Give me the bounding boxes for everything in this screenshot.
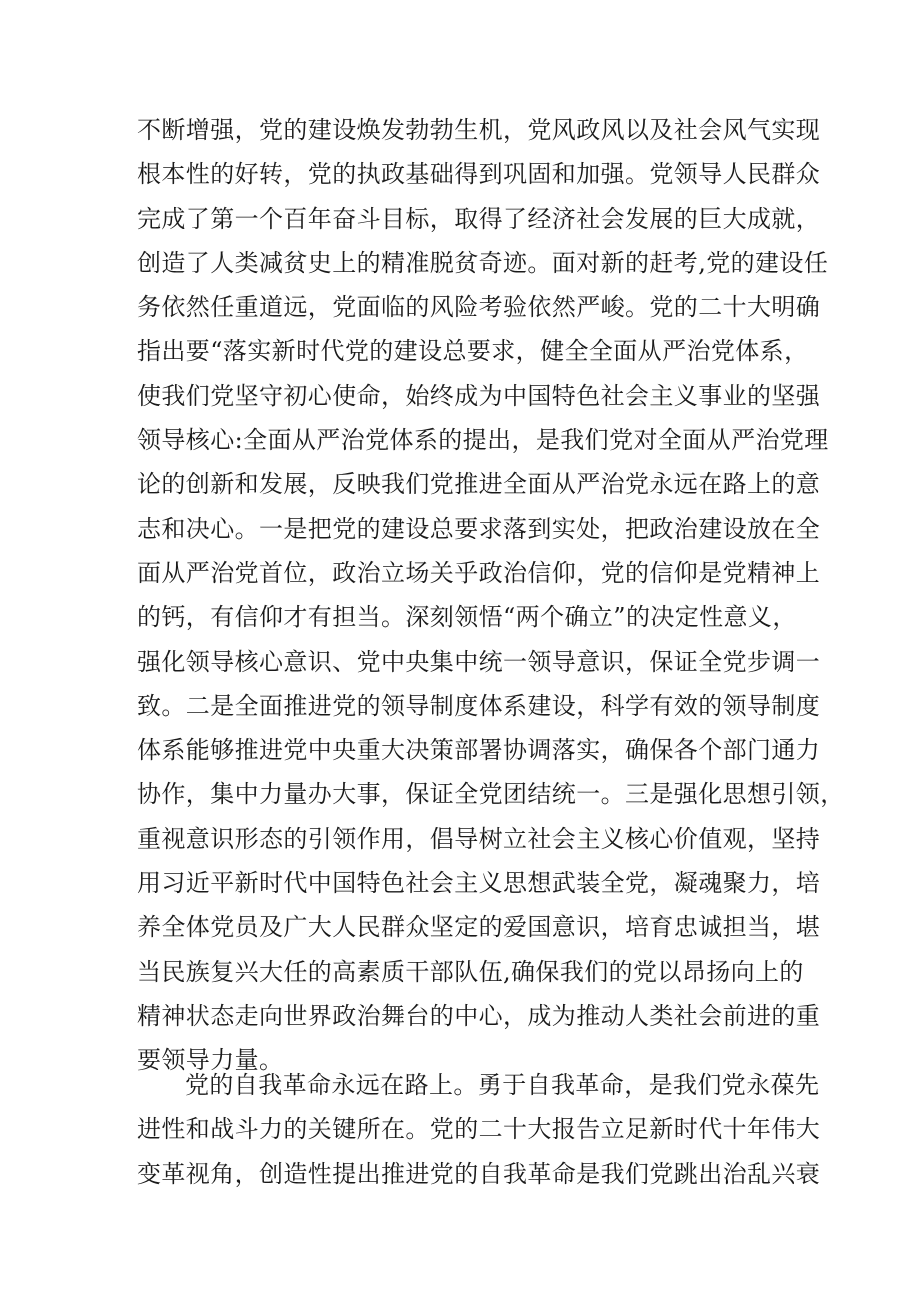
text-line: 用习近平新时代中国特色社会主义思想武装全党，凝魂聚力，培 xyxy=(137,869,821,898)
text-line: 志和决心。一是把党的建设总要求落到实处，把政治建设放在全 xyxy=(137,514,821,543)
text-line: 强化领导核心意识、党中央集中统一领导意识，保证全党步调一 xyxy=(137,647,821,676)
text-line: 进性和战斗力的关键所在。党的二十大报告立足新时代十年伟大 xyxy=(137,1115,821,1144)
text-line: 致。二是全面推进党的领导制度体系建设，科学有效的领导制度 xyxy=(137,691,821,720)
text-line: 养全体党员及广大人民群众坚定的爱国意识，培育忠诚担当，堪 xyxy=(137,913,821,942)
text-line: 根本性的好转，党的执政基础得到巩固和加强。党领导人民群众 xyxy=(137,160,821,189)
text-line: 体系能够推进党中央重大决策部署协调落实，确保各个部门通力 xyxy=(137,736,821,765)
text-line-indented: 党的自我革命永远在路上。勇于自我革命，是我们党永葆先 xyxy=(185,1071,820,1099)
text-line: 的钙，有信仰才有担当。深刻领悟“两个确立”的决定性意义， xyxy=(137,603,797,632)
text-line: 协作，集中力量办大事，保证全党团结统一。三是强化思想引领， xyxy=(137,780,845,809)
text-line: 不断增强，党的建设焕发勃勃生机，党风政风以及社会风气实现 xyxy=(137,116,821,144)
text-line: 完成了第一个百年奋斗目标，取得了经济社会发展的巨大成就， xyxy=(137,204,821,233)
text-line: 务依然任重道远，党面临的风险考验依然严峻。党的二十大明确 xyxy=(137,293,821,322)
body-paragraph-2 xyxy=(137,1063,821,1196)
text-line: 创造了人类减贫史上的精准脱贫奇迹。面对新的赶考,党的建设任 xyxy=(137,248,829,277)
text-line: 指出要“落实新时代党的建设总要求，健全全面从严治党体系， xyxy=(137,337,809,366)
body-paragraph-1 xyxy=(137,108,845,1083)
text-line: 变革视角，创造性提出推进党的自我革命是我们党跳出治乱兴衰 xyxy=(137,1159,821,1188)
text-line: 重视意识形态的引领作用，倡导树立社会主义核心价值观，坚持 xyxy=(137,824,821,853)
text-line: 要领导力量。 xyxy=(137,1046,284,1075)
text-line: 领导核心:全面从严治党体系的提出，是我们党对全面从严治党理 xyxy=(137,426,829,455)
text-line: 精神状态走向世界政治舞台的中心，成为推动人类社会前进的重 xyxy=(137,1001,821,1030)
text-line: 当民族复兴大任的高素质干部队伍,确保我们的党以昂扬向上的 xyxy=(137,957,804,986)
text-line: 面从严治党首位，政治立场关乎政治信仰，党的信仰是党精神上 xyxy=(137,558,821,587)
text-line: 使我们党坚守初心使命，始终成为中国特色社会主义事业的坚强 xyxy=(137,381,821,410)
text-line: 论的创新和发展，反映我们党推进全面从严治党永远在路上的意 xyxy=(137,470,821,499)
